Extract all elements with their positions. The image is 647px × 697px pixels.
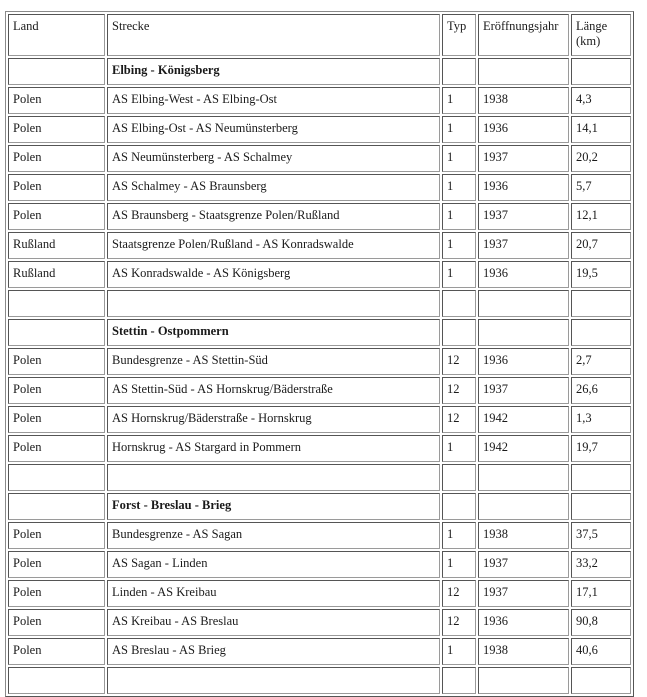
cell-laenge: 40,6 xyxy=(571,638,631,665)
empty-cell xyxy=(442,319,476,346)
section-title: Stettin - Ostpommern xyxy=(107,319,440,346)
empty-cell xyxy=(8,493,105,520)
cell-typ: 12 xyxy=(442,406,476,433)
cell-land: Rußland xyxy=(8,232,105,259)
header-land: Land xyxy=(8,14,105,56)
cell-land: Polen xyxy=(8,609,105,636)
cell-jahr: 1942 xyxy=(478,435,569,462)
cell-laenge: 14,1 xyxy=(571,116,631,143)
empty-cell xyxy=(571,319,631,346)
table-row xyxy=(8,232,631,259)
cell-typ: 1 xyxy=(442,87,476,114)
empty-cell xyxy=(8,290,105,317)
cell-strecke: Bundesgrenze - AS Sagan xyxy=(107,522,440,549)
cell-jahr: 1937 xyxy=(478,551,569,578)
table-row xyxy=(8,174,631,201)
cell-jahr: 1936 xyxy=(478,348,569,375)
cell-land: Polen xyxy=(8,406,105,433)
cell-typ: 1 xyxy=(442,116,476,143)
cell-land: Polen xyxy=(8,348,105,375)
empty-cell xyxy=(571,290,631,317)
cell-strecke: AS Konradswalde - AS Königsberg xyxy=(107,261,440,288)
cell-typ: 1 xyxy=(442,551,476,578)
cell-land: Polen xyxy=(8,580,105,607)
cell-strecke: AS Schalmey - AS Braunsberg xyxy=(107,174,440,201)
cell-jahr: 1936 xyxy=(478,609,569,636)
empty-cell xyxy=(107,464,440,491)
cell-jahr: 1937 xyxy=(478,203,569,230)
spacer-row xyxy=(8,667,631,694)
empty-cell xyxy=(478,58,569,85)
empty-cell xyxy=(478,493,569,520)
empty-cell xyxy=(571,464,631,491)
cell-jahr: 1937 xyxy=(478,232,569,259)
empty-cell xyxy=(478,319,569,346)
table-body xyxy=(8,14,631,694)
cell-land: Polen xyxy=(8,638,105,665)
table-row xyxy=(8,116,631,143)
cell-strecke: AS Breslau - AS Brieg xyxy=(107,638,440,665)
cell-land: Polen xyxy=(8,87,105,114)
table-row xyxy=(8,406,631,433)
cell-typ: 12 xyxy=(442,348,476,375)
cell-strecke: AS Elbing-West - AS Elbing-Ost xyxy=(107,87,440,114)
cell-strecke: AS Elbing-Ost - AS Neumünsterberg xyxy=(107,116,440,143)
cell-laenge: 90,8 xyxy=(571,609,631,636)
empty-cell xyxy=(442,290,476,317)
cell-strecke: AS Braunsberg - Staatsgrenze Polen/Rußland xyxy=(107,203,440,230)
empty-cell xyxy=(442,464,476,491)
cell-strecke: AS Neumünsterberg - AS Schalmey xyxy=(107,145,440,172)
empty-cell xyxy=(107,290,440,317)
cell-laenge: 20,2 xyxy=(571,145,631,172)
cell-jahr: 1937 xyxy=(478,580,569,607)
cell-typ: 1 xyxy=(442,145,476,172)
empty-cell xyxy=(478,667,569,694)
cell-jahr: 1938 xyxy=(478,522,569,549)
empty-cell xyxy=(442,667,476,694)
table-row xyxy=(8,348,631,375)
table-row xyxy=(8,609,631,636)
cell-laenge: 19,7 xyxy=(571,435,631,462)
table-row xyxy=(8,580,631,607)
empty-cell xyxy=(478,464,569,491)
section-title: Elbing - Königsberg xyxy=(107,58,440,85)
cell-laenge: 33,2 xyxy=(571,551,631,578)
cell-land: Polen xyxy=(8,522,105,549)
cell-laenge: 4,3 xyxy=(571,87,631,114)
empty-cell xyxy=(442,58,476,85)
table-row xyxy=(8,145,631,172)
table-row xyxy=(8,435,631,462)
cell-land: Polen xyxy=(8,145,105,172)
cell-jahr: 1936 xyxy=(478,261,569,288)
empty-cell xyxy=(107,667,440,694)
section-header-row xyxy=(8,493,631,520)
cell-strecke: AS Hornskrug/Bäderstraße - Hornskrug xyxy=(107,406,440,433)
spacer-row xyxy=(8,464,631,491)
autobahn-routes-table xyxy=(5,11,634,697)
table-row xyxy=(8,203,631,230)
cell-typ: 12 xyxy=(442,580,476,607)
cell-typ: 1 xyxy=(442,522,476,549)
empty-cell xyxy=(478,290,569,317)
cell-jahr: 1936 xyxy=(478,174,569,201)
cell-laenge: 26,6 xyxy=(571,377,631,404)
empty-cell xyxy=(442,493,476,520)
section-title: Forst - Breslau - Brieg xyxy=(107,493,440,520)
cell-laenge: 19,5 xyxy=(571,261,631,288)
section-header-row xyxy=(8,319,631,346)
cell-strecke: Linden - AS Kreibau xyxy=(107,580,440,607)
header-row xyxy=(8,14,631,56)
cell-jahr: 1938 xyxy=(478,87,569,114)
cell-typ: 1 xyxy=(442,203,476,230)
empty-cell xyxy=(8,58,105,85)
cell-typ: 12 xyxy=(442,377,476,404)
cell-jahr: 1942 xyxy=(478,406,569,433)
cell-jahr: 1937 xyxy=(478,377,569,404)
cell-jahr: 1937 xyxy=(478,145,569,172)
cell-typ: 1 xyxy=(442,174,476,201)
cell-strecke: Bundesgrenze - AS Stettin-Süd xyxy=(107,348,440,375)
cell-laenge: 2,7 xyxy=(571,348,631,375)
cell-land: Polen xyxy=(8,377,105,404)
cell-strecke: AS Sagan - Linden xyxy=(107,551,440,578)
empty-cell xyxy=(8,667,105,694)
cell-strecke: AS Kreibau - AS Breslau xyxy=(107,609,440,636)
table-row xyxy=(8,551,631,578)
spacer-row xyxy=(8,290,631,317)
table-row xyxy=(8,261,631,288)
cell-laenge: 12,1 xyxy=(571,203,631,230)
table-row xyxy=(8,87,631,114)
header-typ: Typ xyxy=(442,14,476,56)
cell-jahr: 1936 xyxy=(478,116,569,143)
header-laenge: Länge (km) xyxy=(571,14,631,56)
cell-laenge: 20,7 xyxy=(571,232,631,259)
cell-laenge: 5,7 xyxy=(571,174,631,201)
cell-typ: 1 xyxy=(442,261,476,288)
cell-strecke: Hornskrug - AS Stargard in Pommern xyxy=(107,435,440,462)
cell-land: Polen xyxy=(8,174,105,201)
cell-typ: 1 xyxy=(442,638,476,665)
table-row xyxy=(8,638,631,665)
cell-laenge: 1,3 xyxy=(571,406,631,433)
section-header-row xyxy=(8,58,631,85)
cell-land: Rußland xyxy=(8,261,105,288)
empty-cell xyxy=(571,493,631,520)
cell-typ: 1 xyxy=(442,435,476,462)
header-jahr: Eröffnungsjahr xyxy=(478,14,569,56)
cell-strecke: AS Stettin-Süd - AS Hornskrug/Bäderstraße xyxy=(107,377,440,404)
empty-cell xyxy=(571,58,631,85)
cell-land: Polen xyxy=(8,116,105,143)
empty-cell xyxy=(571,667,631,694)
table-row xyxy=(8,522,631,549)
empty-cell xyxy=(8,464,105,491)
cell-land: Polen xyxy=(8,203,105,230)
empty-cell xyxy=(8,319,105,346)
table-row xyxy=(8,377,631,404)
cell-laenge: 37,5 xyxy=(571,522,631,549)
cell-land: Polen xyxy=(8,551,105,578)
cell-strecke: Staatsgrenze Polen/Rußland - AS Konradswalde xyxy=(107,232,440,259)
header-strecke: Strecke xyxy=(107,14,440,56)
cell-land: Polen xyxy=(8,435,105,462)
cell-laenge: 17,1 xyxy=(571,580,631,607)
cell-typ: 12 xyxy=(442,609,476,636)
cell-typ: 1 xyxy=(442,232,476,259)
cell-jahr: 1938 xyxy=(478,638,569,665)
